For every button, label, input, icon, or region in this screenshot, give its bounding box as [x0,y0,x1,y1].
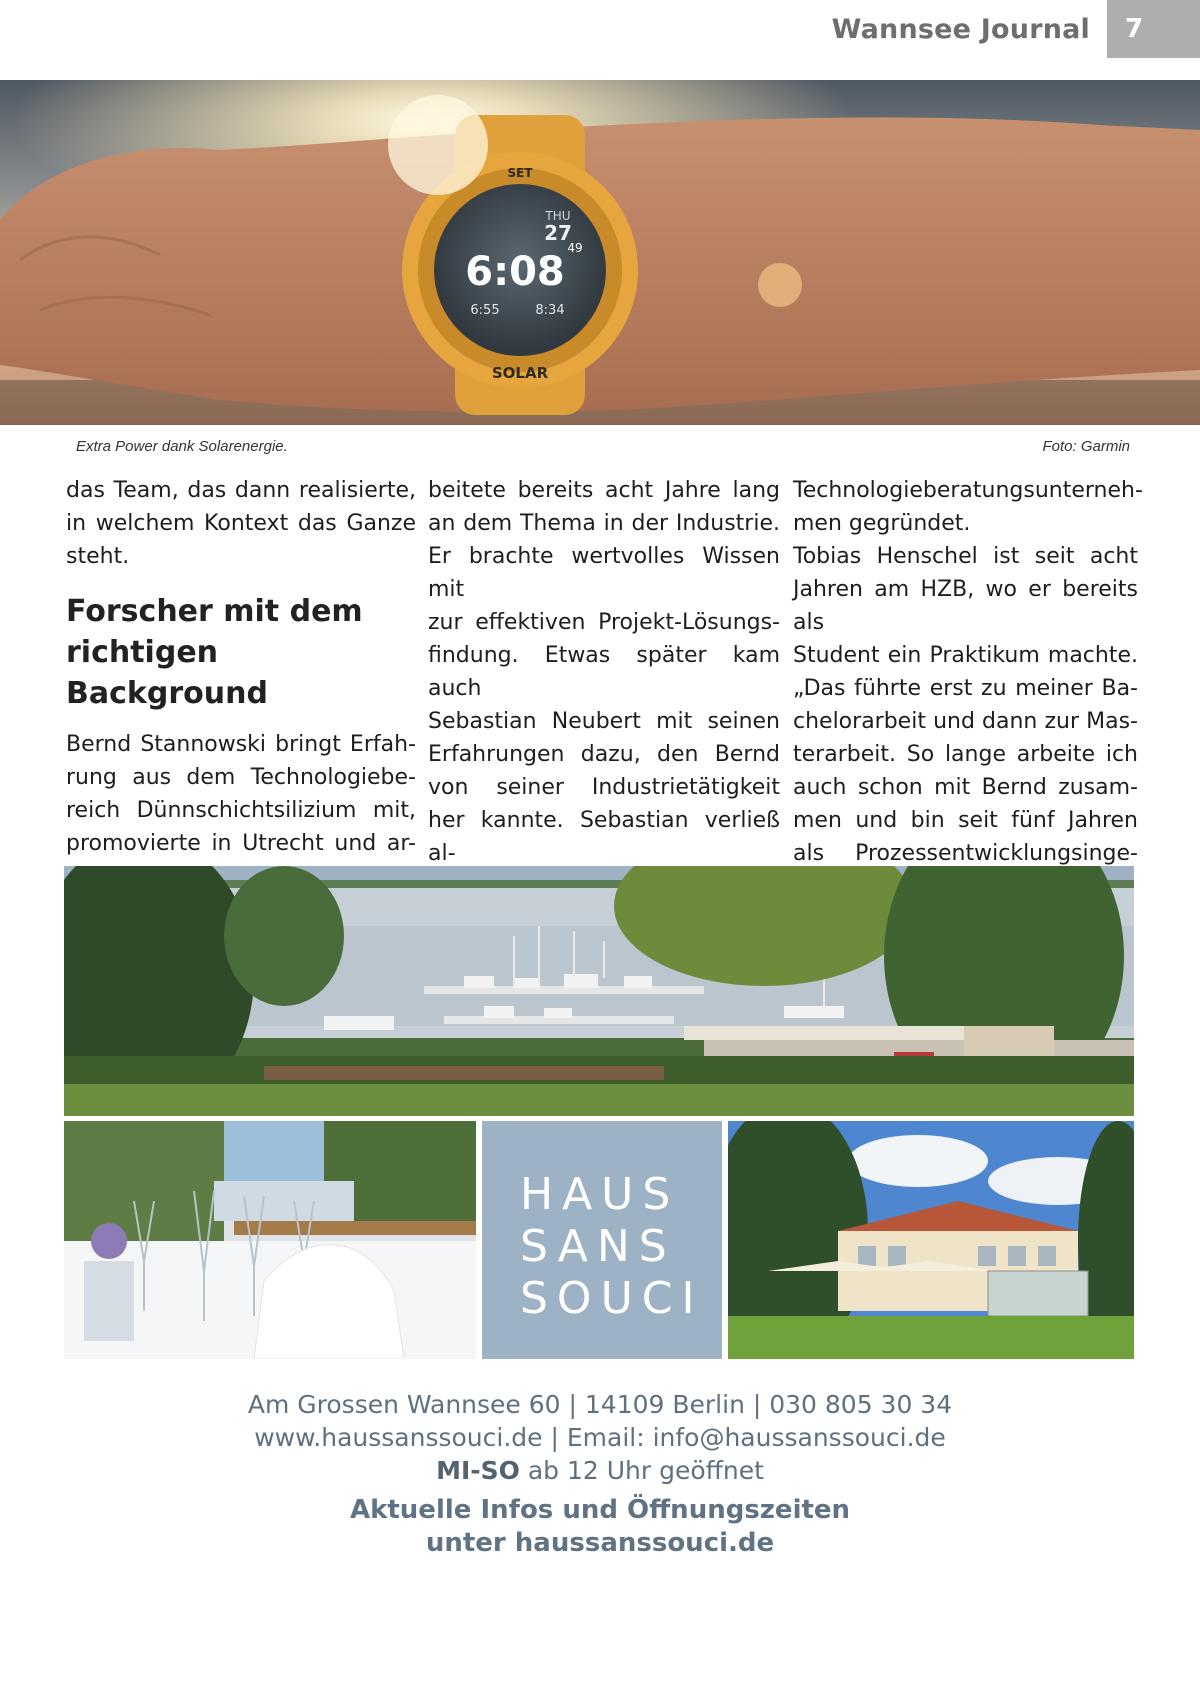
text-line: rung aus dem Technologiebe- [66,765,416,790]
text-line: men und bin seit fünf Jahren [793,808,1138,833]
day-label: THU [545,209,571,223]
ad-hours: ab 12 Uhr geöffnet [527,1456,764,1485]
sunrise-time: 6:55 [470,303,500,318]
text-line: auch schon mit Bernd zusam- [793,775,1138,800]
watch-illustration [0,80,1200,425]
lake-illustration [64,866,1134,1116]
ad-info-line: Aktuelle Infos und Öffnungszeiten [349,1495,851,1525]
text-line: in welchem Kontext das Ganze [66,511,416,536]
text-line: an dem Thema in der Industrie. [428,511,780,536]
text-line: Tobias Henschel ist seit acht [793,544,1138,569]
table-setting-illustration [64,1121,476,1359]
bezel-label: SET [507,166,533,180]
ad-address: Am Grossen Wannsee 60 | 14109 Berlin | 030 805 30 34 [247,1390,953,1419]
ad-info-block [0,1494,1200,1560]
article-column-1 [66,474,416,860]
logo-line-sans: SANS [520,1221,676,1272]
temperature-value: 27 [544,221,572,245]
text-line: Student ein Praktikum machte. [793,643,1138,668]
bezel-solar-label: SOLAR [491,364,549,382]
sunset-time: 8:34 [535,303,565,318]
page-number-box [1107,0,1200,58]
heading-line: Forscher mit dem [66,594,363,629]
text-line: das Team, das dann realisierte, [66,478,416,503]
text-line: men gegründet. [793,511,971,536]
ad-days: MI-SO [436,1456,520,1485]
page-header [0,0,1200,58]
text-line: Jahren am HZB, wo er bereits als [793,577,1138,635]
text-line: „Das führte erst zu meiner Ba- [793,676,1138,701]
ad-info-line: unter haussanssouci.de [425,1528,775,1558]
ad-image-row [64,1121,1134,1359]
photo-caption: Extra Power dank Solarenergie. [76,438,288,455]
watch-time: 6:08 [465,249,565,295]
page-number: 7 [1125,14,1144,44]
text-line: Bernd Stannowski bringt Erfah- [66,732,416,757]
logo-line-haus: HAUS [520,1169,680,1220]
ad-villa-photo [728,1121,1134,1359]
text-line: von seiner Industrietätigkeit [428,775,780,800]
article-column-3 [793,474,1143,870]
text-line: als Prozessentwicklungsinge- [793,841,1138,866]
villa-illustration [728,1121,1134,1359]
text-line: beitete bereits acht Jahre lang [428,478,780,503]
ad-web-email: www.haussanssouci.de | Email: info@haussanssouci.de [254,1423,946,1452]
ad-lake-photo [64,866,1134,1116]
text-line: promovierte in Utrecht und ar- [66,831,416,856]
text-line: Erfahrungen dazu, den Bernd [428,742,780,767]
text-line: Technologieberatungsunterneh- [793,478,1143,503]
text-line: terarbeit. So lange arbeite ich [793,742,1138,767]
text-line: zur effektiven Projekt-Lösungs- [428,610,780,635]
journal-title: Wannsee Journal [831,14,1090,45]
text-line: findung. Etwas später kam auch [428,643,780,701]
ad-contact-block [0,1388,1200,1487]
ad-table-photo [64,1121,476,1359]
ad-opening-hours [0,1454,1200,1487]
text-line: Sebastian Neubert mit seinen [428,709,780,734]
photo-credit: Foto: Garmin [1042,438,1130,455]
text-line: her kannte. Sebastian verließ al- [428,808,780,866]
section-heading [66,591,416,714]
text-line: chelorarbeit und dann zur Mas- [793,709,1138,734]
text-line: steht. [66,544,130,569]
heading-line: richtigen Background [66,635,268,711]
logo-line-souci: SOUCI [520,1273,704,1324]
text-line: Er brachte wertvolles Wissen mit [428,544,780,602]
hero-photo [0,80,1200,425]
text-line: reich Dünnschichtsilizium mit, [66,798,416,823]
watch-seconds: 49 [567,241,583,255]
haus-sans-souci-logo [482,1121,722,1359]
